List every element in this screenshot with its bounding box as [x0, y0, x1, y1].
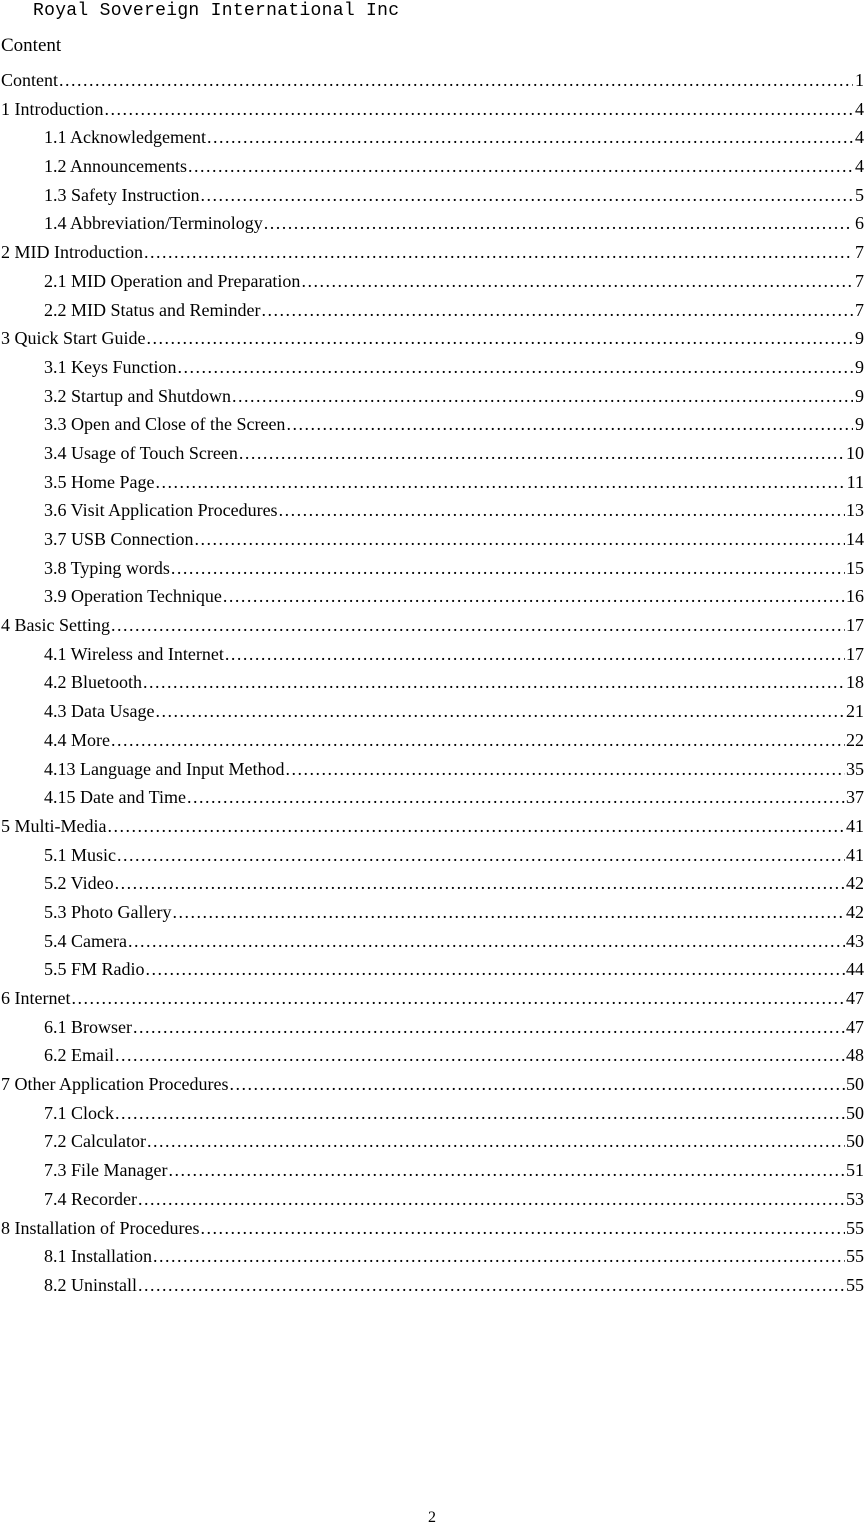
toc-entry-title: 1.2 Announcements: [44, 156, 187, 177]
toc-entry[interactable]: [1, 240, 864, 269]
toc-entry-title: 4.1 Wireless and Internet: [44, 643, 224, 664]
toc-dot-leader: [155, 470, 845, 494]
toc-dot-leader: [147, 1129, 845, 1153]
page-header-company: Royal Sovereign International Inc: [33, 1, 400, 21]
toc-entry-page: 17: [846, 615, 864, 636]
toc-entry[interactable]: [1, 68, 864, 97]
toc-dot-leader: [301, 269, 853, 293]
toc-entry-page: 1: [855, 70, 864, 90]
toc-entry[interactable]: [1, 125, 864, 154]
toc-entry-title: 3.2 Startup and Shutdown: [44, 385, 231, 406]
toc-entry[interactable]: [1, 556, 864, 585]
toc-entry[interactable]: [1, 843, 864, 872]
toc-dot-leader: [146, 326, 853, 350]
toc-entry-page: 44: [846, 959, 864, 980]
toc-entry-page: 51: [846, 1160, 864, 1181]
toc-entry-page: 4: [855, 156, 864, 177]
toc-entry-page: 55: [846, 1246, 864, 1267]
toc-entry[interactable]: [1, 642, 864, 671]
toc-dot-leader: [286, 412, 853, 436]
toc-entry[interactable]: [1, 1101, 864, 1130]
toc-entry-title: 7.1 Clock: [44, 1102, 114, 1123]
toc-entry-title: 3.7 USB Connection: [44, 529, 194, 549]
toc-entry[interactable]: [1, 154, 864, 183]
toc-dot-leader: [229, 1072, 845, 1096]
toc-entry-title: 8 Installation of Procedures: [1, 1217, 200, 1238]
toc-entry[interactable]: [1, 1187, 864, 1216]
toc-entry-title: 4 Basic Setting: [1, 615, 110, 636]
toc-entry-title: 4.13 Language and Input Method: [44, 758, 285, 779]
toc-entry[interactable]: [1, 929, 864, 958]
toc-entry[interactable]: [1, 1273, 864, 1302]
toc-dot-leader: [104, 97, 853, 121]
toc-entry[interactable]: [1, 326, 864, 355]
toc-entry-page: 18: [846, 672, 864, 693]
toc-entry-title: 5.2 Video: [44, 873, 114, 894]
toc-dot-leader: [144, 240, 853, 264]
toc-entry-page: 13: [846, 500, 864, 521]
toc-entry-title: 4.2 Bluetooth: [44, 672, 142, 693]
toc-dot-leader: [187, 785, 845, 809]
toc-entry-title: 5.4 Camera: [44, 930, 127, 951]
toc-entry-title: 3.5 Home Page: [44, 471, 155, 492]
toc-dot-leader: [168, 1158, 845, 1182]
toc-dot-leader: [115, 871, 845, 895]
toc-entry-title: 5.5 FM Radio: [44, 959, 145, 980]
toc-dot-leader: [264, 211, 853, 235]
toc-entry[interactable]: [1, 613, 864, 642]
toc-entry-page: 50: [846, 1074, 864, 1095]
toc-entry[interactable]: [1, 183, 864, 212]
toc-entry-page: 55: [846, 1217, 864, 1238]
toc-entry[interactable]: [1, 1015, 864, 1044]
toc-entry-title: 1.1 Acknowledgement: [44, 127, 206, 148]
toc-dot-leader: [188, 154, 853, 178]
toc-dot-leader: [115, 1043, 845, 1067]
toc-entry-page: 47: [846, 1016, 864, 1037]
toc-entry[interactable]: [1, 498, 864, 527]
toc-entry-page: 55: [846, 1274, 864, 1295]
toc-entry[interactable]: [1, 728, 864, 757]
toc-entry[interactable]: [1, 1216, 864, 1245]
toc-dot-leader: [200, 183, 853, 207]
toc-entry[interactable]: [1, 871, 864, 900]
toc-entry-title: 6.2 Email: [44, 1045, 114, 1066]
page-number: 2: [428, 1509, 436, 1526]
toc-entry[interactable]: [1, 670, 864, 699]
toc-entry-page: 42: [846, 901, 864, 922]
toc-entry-title: 5.3 Photo Gallery: [44, 901, 172, 922]
toc-dot-leader: [146, 957, 845, 981]
toc-entry-page: 9: [855, 385, 864, 406]
toc-heading: Content: [1, 35, 62, 56]
toc-entry-page: 47: [846, 988, 864, 1008]
toc-dot-leader: [239, 441, 845, 465]
toc-entry[interactable]: [1, 814, 864, 843]
toc-entry-page: 9: [855, 328, 864, 349]
toc-dot-leader: [225, 642, 845, 666]
toc-dot-leader: [59, 68, 853, 92]
toc-entry[interactable]: [1, 470, 864, 499]
toc-dot-leader: [223, 584, 845, 608]
toc-entry-title: 4.15 Date and Time: [44, 787, 186, 808]
toc-entry[interactable]: [1, 785, 864, 814]
toc-entry-title: 7.4 Recorder: [44, 1188, 137, 1209]
toc-dot-leader: [155, 699, 845, 723]
toc-dot-leader: [153, 1244, 845, 1268]
toc-entry-page: 50: [846, 1102, 864, 1123]
toc-entry[interactable]: [1, 269, 864, 298]
toc-entry-page: 7: [855, 270, 864, 291]
toc-dot-leader: [200, 1216, 845, 1240]
toc-entry-page: 22: [846, 729, 864, 750]
toc-dot-leader: [133, 1015, 845, 1039]
toc-entry-title: 1 Introduction: [1, 98, 104, 119]
toc-dot-leader: [115, 1101, 845, 1125]
toc-entry-title: 6.1 Browser: [44, 1016, 132, 1037]
toc-entry-page: 15: [846, 557, 864, 578]
toc-entry-title: 3.4 Usage of Touch Screen: [44, 442, 238, 463]
toc-entry-page: 37: [846, 787, 864, 808]
toc-entry-page: 11: [846, 471, 864, 492]
toc-entry[interactable]: [1, 1244, 864, 1273]
toc-entry-page: 48: [846, 1045, 864, 1066]
toc-entry-page: 7: [855, 299, 864, 320]
toc-dot-leader: [117, 843, 845, 867]
toc-entry-page: 9: [855, 414, 864, 435]
toc-entry-title: 7.3 File Manager: [44, 1160, 168, 1181]
toc-entry[interactable]: [1, 1129, 864, 1158]
toc-dot-leader: [108, 814, 846, 838]
toc-entry-title: 3.8 Typing words: [44, 557, 170, 578]
toc-entry-title: 3 Quick Start Guide: [1, 328, 146, 349]
toc-entry-title: 2 MID Introduction: [1, 242, 143, 263]
toc-entry[interactable]: [1, 986, 864, 1015]
toc-entry[interactable]: [1, 527, 864, 556]
toc-entry-page: 35: [846, 758, 864, 779]
toc-entry[interactable]: [1, 699, 864, 728]
toc-entry-title: 3.3 Open and Close of the Screen: [44, 414, 286, 435]
toc-dot-leader: [138, 1187, 845, 1211]
toc-dot-leader: [143, 670, 845, 694]
toc-entry[interactable]: [1, 1072, 864, 1101]
toc-dot-leader: [195, 527, 845, 551]
toc-entry[interactable]: [1, 355, 864, 384]
toc-entry-page: 17: [846, 643, 864, 664]
toc-dot-leader: [111, 728, 845, 752]
toc-entry-page: 50: [846, 1131, 864, 1152]
toc-entry[interactable]: [1, 757, 864, 786]
toc-entry-title: 6 Internet: [1, 988, 71, 1008]
toc-entry-page: 16: [846, 586, 864, 607]
toc-entry-page: 43: [846, 930, 864, 951]
toc-entry-title: 5.1 Music: [44, 844, 116, 865]
toc-entry-title: 1.3 Safety Instruction: [44, 184, 200, 205]
toc-entry[interactable]: [1, 1158, 864, 1187]
toc-dot-leader: [128, 929, 845, 953]
toc-dot-leader: [207, 125, 853, 149]
toc-entry-page: 21: [846, 701, 864, 722]
toc-dot-leader: [138, 1273, 845, 1297]
toc-entry[interactable]: [1, 584, 864, 613]
toc-entry[interactable]: [1, 900, 864, 929]
toc-entry-title: 7 Other Application Procedures: [1, 1074, 229, 1095]
toc-entry-page: 53: [846, 1188, 864, 1209]
toc-entry-page: 4: [855, 98, 864, 119]
toc-entry-title: 7.2 Calculator: [44, 1131, 146, 1152]
toc-entry[interactable]: [1, 298, 864, 327]
toc-dot-leader: [279, 498, 845, 522]
toc-entry-title: 1.4 Abbreviation/Terminology: [44, 213, 263, 234]
toc-entry-page: 9: [855, 356, 864, 377]
toc-entry[interactable]: [1, 384, 864, 413]
toc-dot-leader: [261, 298, 853, 322]
toc-entry-title: 4.3 Data Usage: [44, 701, 155, 722]
toc-dot-leader: [178, 355, 854, 379]
toc-dot-leader: [285, 757, 845, 781]
toc-entry[interactable]: [1, 1043, 864, 1072]
toc-entry-title: 2.1 MID Operation and Preparation: [44, 270, 301, 291]
toc-entry-page: 7: [855, 242, 864, 263]
toc-dot-leader: [171, 556, 845, 580]
table-of-contents: [1, 68, 864, 1302]
toc-entry-page: 4: [855, 127, 864, 148]
toc-entry-page: 42: [846, 873, 864, 894]
toc-entry-title: Content: [1, 70, 58, 90]
toc-entry[interactable]: [1, 957, 864, 986]
toc-entry-title: 4.4 More: [44, 729, 110, 750]
toc-entry-title: 5 Multi-Media: [1, 815, 107, 836]
toc-entry-page: 14: [846, 529, 864, 549]
toc-entry-title: 8.2 Uninstall: [44, 1274, 137, 1295]
toc-entry-page: 41: [846, 815, 864, 836]
toc-entry[interactable]: [1, 211, 864, 240]
toc-entry-title: 8.1 Installation: [44, 1246, 152, 1267]
toc-dot-leader: [71, 986, 845, 1010]
toc-entry-title: 2.2 MID Status and Reminder: [44, 299, 261, 320]
toc-entry-title: 3.6 Visit Application Procedures: [44, 500, 278, 521]
toc-entry[interactable]: [1, 97, 864, 126]
toc-entry[interactable]: [1, 412, 864, 441]
toc-entry-page: 5: [855, 184, 864, 205]
toc-entry-title: 3.1 Keys Function: [44, 356, 177, 377]
toc-dot-leader: [173, 900, 846, 924]
toc-dot-leader: [232, 384, 853, 408]
toc-entry-page: 10: [846, 442, 864, 463]
toc-entry-page: 41: [846, 844, 864, 865]
toc-entry-title: 3.9 Operation Technique: [44, 586, 222, 607]
toc-entry[interactable]: [1, 441, 864, 470]
toc-entry-page: 6: [855, 213, 864, 234]
toc-dot-leader: [111, 613, 845, 637]
